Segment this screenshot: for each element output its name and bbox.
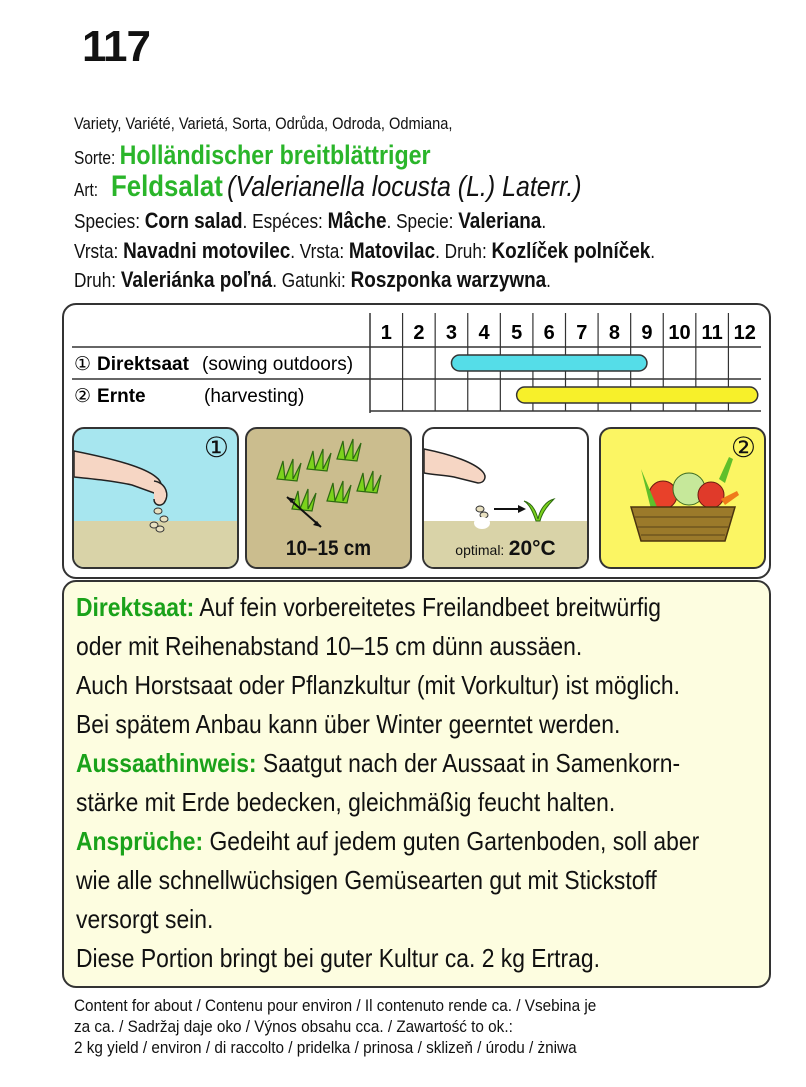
variety-line: Variety, Variété, Varietá, Sorta, Odrůda, Odroda, Odmiana, [74, 114, 453, 133]
sorte-name: Holländischer breitblättriger [119, 140, 431, 170]
description-text: stärke mit Erde bedecken, gleichmäßig feucht halten. [76, 787, 616, 817]
description-line [76, 709, 620, 740]
footer-line-1: Content for about / Contenu pour environ / Il contenuto rende ca. / Vsebina je [74, 996, 597, 1015]
month-label: 2 [413, 322, 425, 344]
calendar-bar-harvest [517, 387, 758, 403]
description-line [76, 670, 680, 701]
species-label: Druh: [74, 270, 121, 292]
month-label: 8 [608, 322, 620, 344]
species-label: Species: [74, 211, 145, 233]
description-line [76, 592, 661, 623]
calendar-grid [64, 305, 769, 417]
species-name: Valeriánka poľná [120, 267, 273, 292]
picto-marker-2: ② [730, 432, 756, 463]
row-name: Ernte [97, 386, 146, 407]
description-heading: Direktsaat: [76, 592, 195, 622]
description-line [76, 865, 657, 896]
species-name: Roszponka warzywna [350, 267, 547, 292]
calendar-row-label [74, 354, 353, 375]
month-label: 12 [733, 322, 756, 344]
picto-temperature [422, 427, 589, 569]
species-name: Mâche [327, 208, 387, 233]
description-text: Auch Horstsaat oder Pflanzkultur (mit Vorkultur) ist möglich. [76, 670, 680, 700]
description-heading: Ansprüche: [76, 826, 204, 856]
species-line-3 [74, 267, 551, 293]
species-label: . Druh: [435, 241, 492, 263]
species-label: . Gatunki: [272, 270, 351, 292]
description-text: Diese Portion bringt bei guter Kultur ca. 2 kg Ertrag. [76, 943, 600, 973]
description-panel [62, 580, 771, 988]
picto-harvest [599, 427, 766, 569]
month-label: 9 [641, 322, 653, 344]
month-label: 1 [380, 322, 392, 344]
spacing-label: 10–15 cm [285, 537, 372, 560]
description-text: Auf fein vorbereitetes Freilandbeet breitwürfig [194, 592, 662, 622]
description-text: Saatgut nach der Aussaat in Samenkorn- [256, 748, 681, 778]
species-line-2 [74, 238, 655, 264]
species-label: . Espéces: [242, 211, 328, 233]
sorte-label: Sorte: [74, 148, 116, 168]
row-marker: ① [74, 354, 92, 375]
species-label: . Vrsta: [290, 241, 349, 263]
picto-spacing [245, 427, 412, 569]
description-line [76, 904, 213, 935]
art-line [74, 170, 582, 204]
picto-sowing [72, 427, 239, 569]
species-label: . [650, 241, 656, 263]
species-label: Vrsta: [74, 241, 124, 263]
row-note: (harvesting) [204, 386, 305, 407]
row-note: (sowing outdoors) [202, 354, 354, 375]
row-name: Direktsaat [97, 354, 189, 375]
art-label: Art: [74, 180, 99, 200]
temperature-readout [424, 537, 587, 561]
temperature-label: optimal: [455, 542, 505, 558]
description-heading: Aussaathinweis: [76, 748, 257, 778]
art-latin: (Valerianella locusta (L.) Laterr.) [227, 171, 582, 203]
month-label: 5 [511, 322, 523, 344]
month-label: 11 [701, 322, 723, 344]
species-label: . [546, 270, 551, 292]
description-text: Bei spätem Anbau kann über Winter geerntet werden. [76, 709, 621, 739]
species-line-1 [74, 208, 546, 234]
description-text: Gedeiht auf jedem guten Gartenboden, soll aber [203, 826, 700, 856]
description-line [76, 943, 600, 974]
month-label: 10 [668, 322, 691, 344]
month-label: 7 [576, 322, 588, 344]
species-label: . Specie: [386, 211, 459, 233]
picto-marker-1: ① [203, 432, 229, 463]
row-marker: ② [74, 386, 92, 407]
species-name: Matovilac [348, 238, 436, 263]
species-name: Kozlíček polníček [491, 238, 651, 263]
description-text: oder mit Reihenabstand 10–15 cm dünn aussäen. [76, 631, 583, 661]
calendar-row-label [74, 386, 304, 407]
description-line [76, 631, 582, 662]
calendar-bar-sowing [451, 355, 647, 371]
species-label: . [541, 211, 547, 233]
footer-line-3: 2 kg yield / environ / di raccolto / pridelka / prinosa / sklizeň / úrodu / żniwa [74, 1038, 577, 1057]
temperature-value: 20°C [508, 537, 556, 560]
species-name: Navadni motovilec [123, 238, 291, 263]
sorte-line [74, 140, 431, 171]
species-name: Corn salad [144, 208, 243, 233]
packet-number: 117 [82, 22, 150, 71]
description-line [76, 787, 615, 818]
month-label: 6 [543, 322, 555, 344]
description-text: versorgt sein. [76, 904, 214, 934]
footer-line-2: za ca. / Sadržaj daje oko / Výnos obsahu cca. / Zawartość to ok.: [74, 1017, 513, 1036]
description-line [76, 826, 699, 857]
sowing-calendar [62, 303, 771, 579]
description-text: wie alle schnellwüchsigen Gemüsearten gut mit Stickstoff [76, 865, 657, 895]
species-name: Valeriana [458, 208, 542, 233]
art-name: Feldsalat [111, 170, 223, 203]
description-line [76, 748, 680, 779]
month-label: 3 [445, 322, 458, 344]
month-label: 4 [478, 322, 490, 344]
